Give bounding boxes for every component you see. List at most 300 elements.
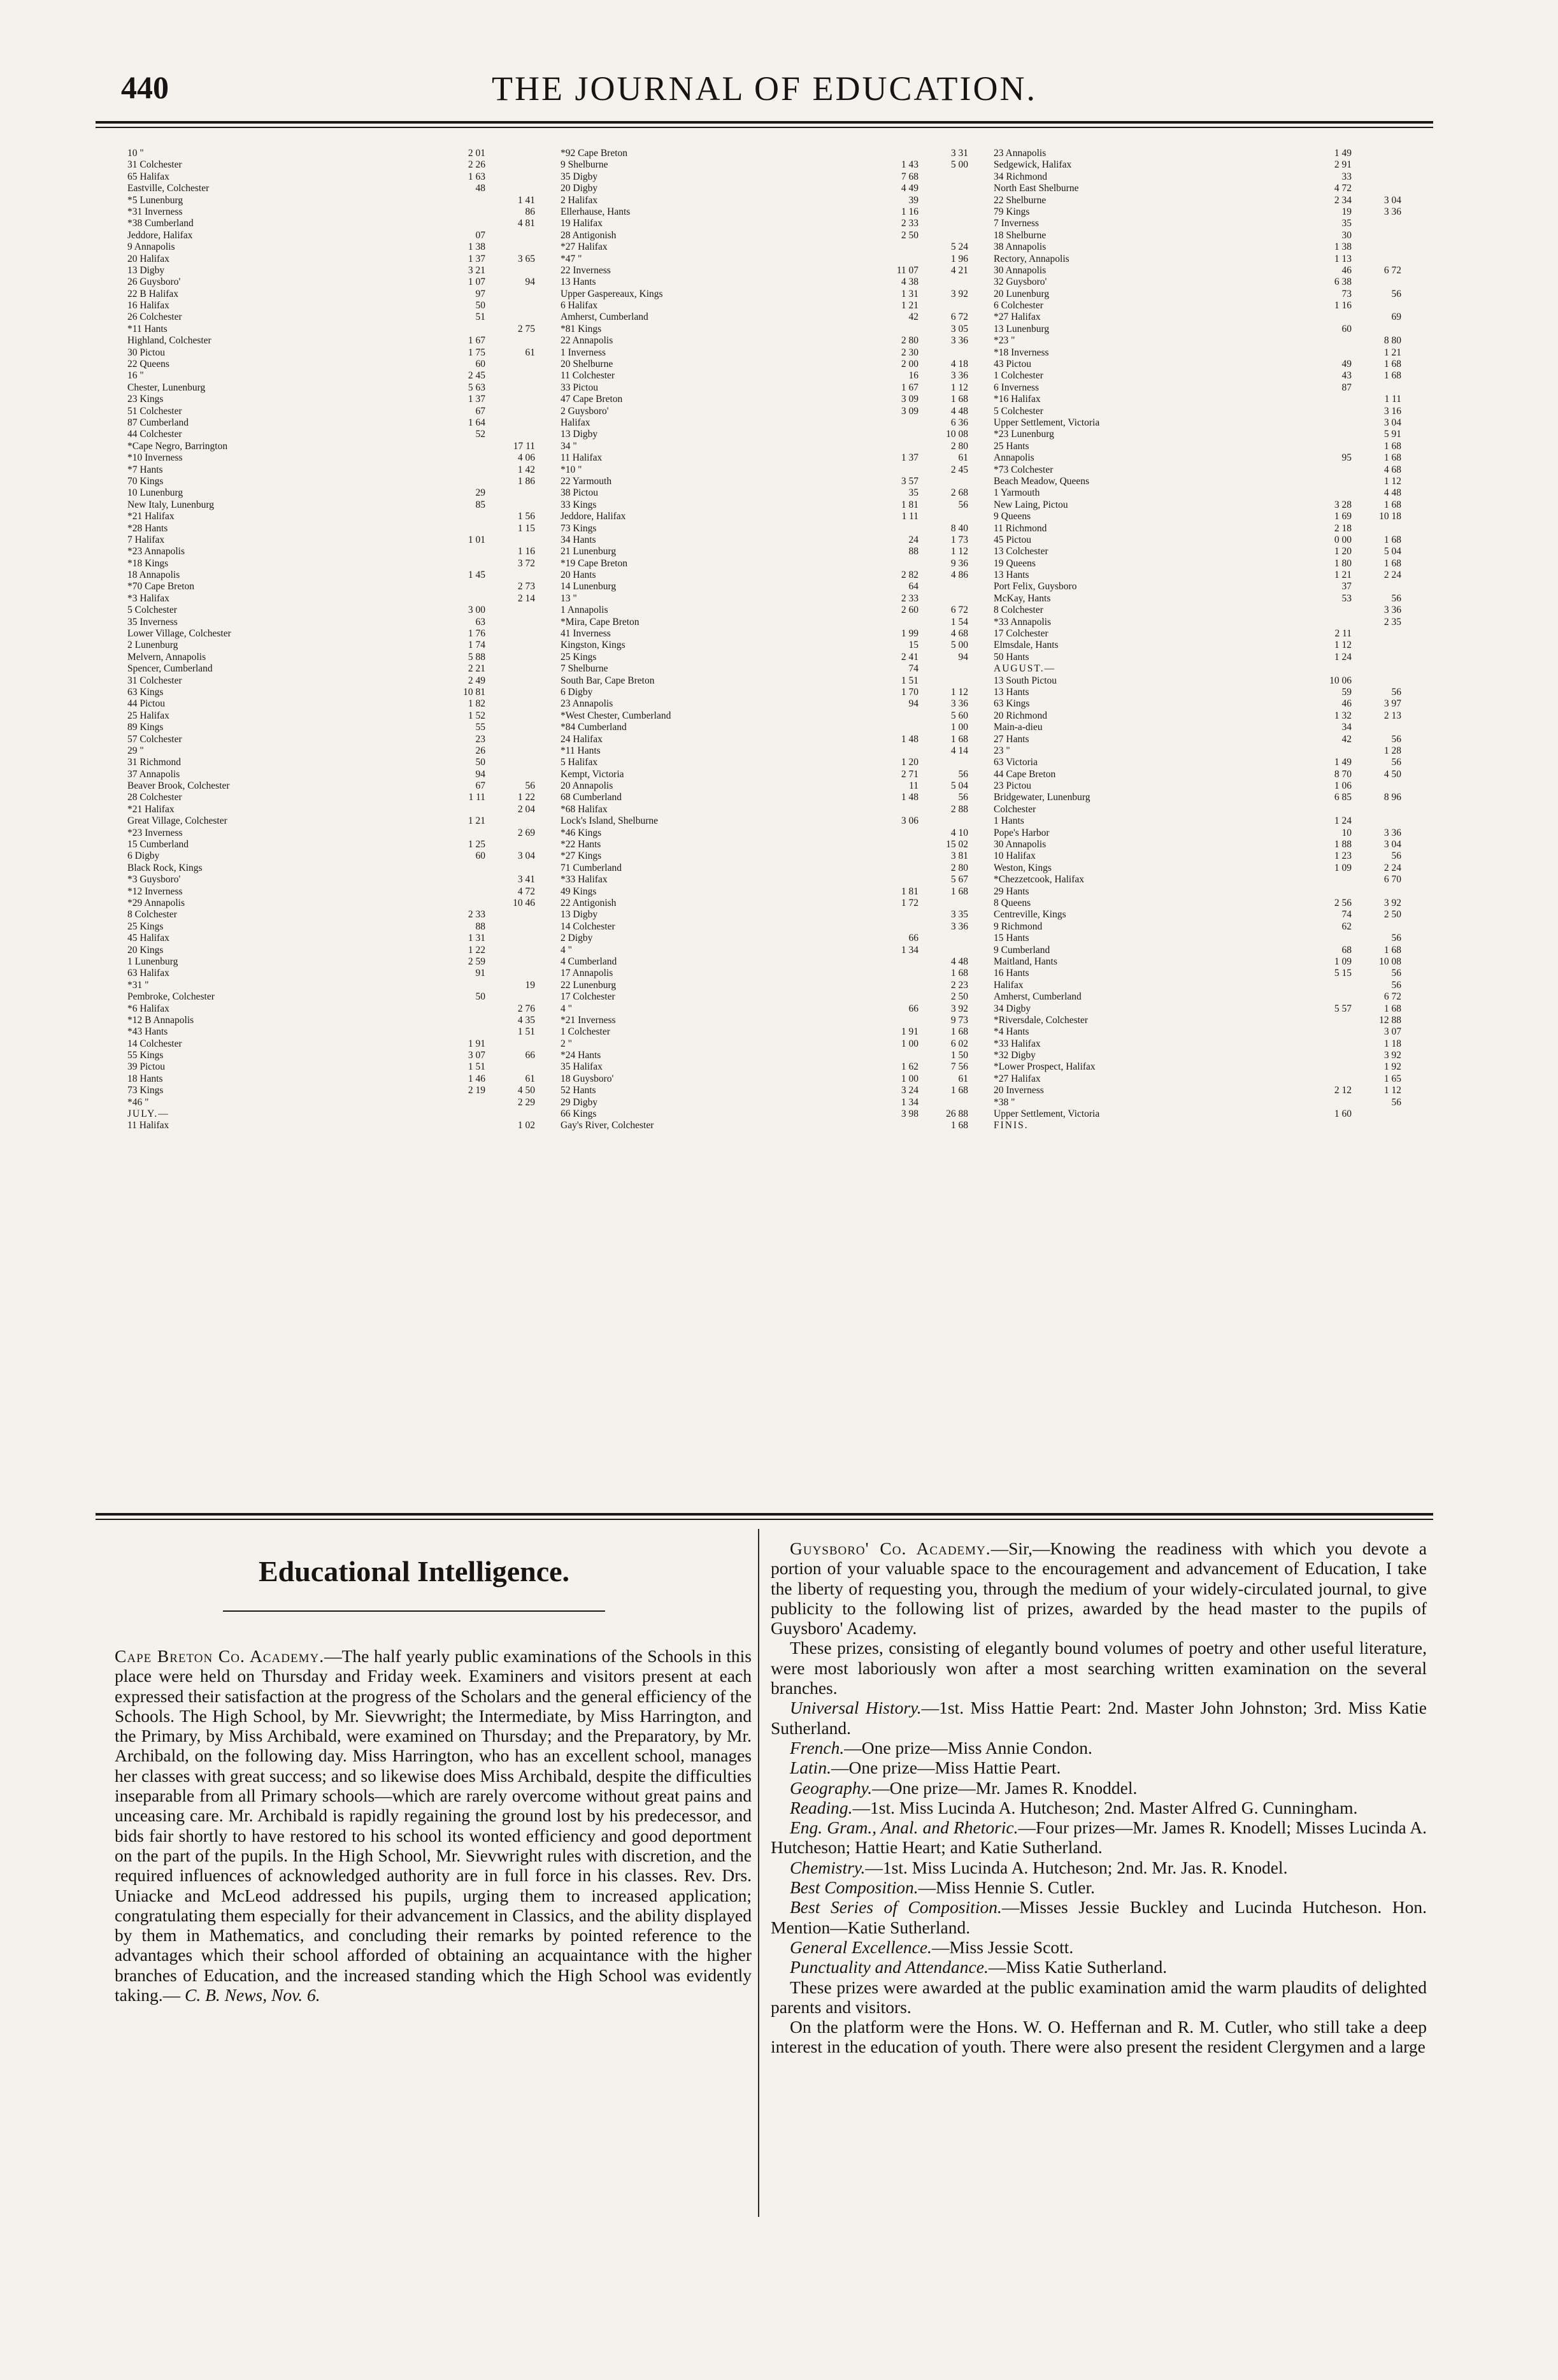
school-section: *11 Hants <box>127 323 168 334</box>
table-row <box>127 324 535 335</box>
school-section: 20 Inverness <box>994 1085 1044 1096</box>
amount-col-1: 52 <box>475 429 485 440</box>
school-section: 11 Halifax <box>127 1120 169 1131</box>
school-section: 79 Kings <box>994 206 1030 217</box>
table-row <box>561 289 968 300</box>
table-row <box>561 499 968 511</box>
school-section: *46 " <box>127 1096 149 1108</box>
amount-col-1: 5 57 <box>1334 1003 1352 1014</box>
table-row <box>994 581 1401 592</box>
school-section: Elmsdale, Hants <box>994 640 1059 651</box>
school-section: Port Felix, Guysboro <box>994 581 1077 592</box>
school-section: Upper Settlement, Victoria <box>994 1108 1100 1120</box>
school-section: *29 Annapolis <box>127 898 185 908</box>
table-row <box>994 265 1401 276</box>
school-section: *16 Halifax <box>994 394 1041 405</box>
amount-col-1: 2 45 <box>468 370 485 382</box>
amount-col-2: 3 07 <box>1383 1026 1401 1038</box>
amount-col-1: 1 82 <box>468 698 485 710</box>
amount-col-1: 15 <box>908 640 918 651</box>
school-section: *33 Halifax <box>561 874 608 885</box>
school-section: *92 Cape Breton <box>561 148 628 159</box>
school-section: 20 Kings <box>127 944 164 956</box>
school-section: Chester, Lunenburg <box>127 382 206 393</box>
amount-col-2 <box>1352 183 1401 194</box>
amount-col-2 <box>485 230 535 241</box>
amount-col-1: 2 21 <box>468 663 485 675</box>
table-row <box>561 241 968 253</box>
school-section: 87 Cumberland <box>127 417 189 428</box>
amount-col-1 <box>436 581 485 592</box>
table-row <box>127 254 535 265</box>
amount-col-1 <box>869 429 918 440</box>
table-row <box>127 195 535 206</box>
amount-col-2 <box>918 195 968 206</box>
table-row <box>994 874 1401 885</box>
school-section: 47 Cape Breton <box>561 394 623 405</box>
school-section: 20 Annapolis <box>561 780 613 792</box>
school-section: 10 Lunenburg <box>127 487 183 499</box>
school-section: 35 Digby <box>561 171 598 182</box>
amount-col-2 <box>485 909 535 921</box>
school-section: 6 Digby <box>561 686 593 698</box>
table-row <box>127 1050 535 1061</box>
amount-col-2 <box>485 675 535 687</box>
school-section: 31 Colchester <box>127 159 182 171</box>
prize-subject: Geography. <box>790 1777 873 1798</box>
prize-subject: French. <box>790 1737 845 1758</box>
school-section: North East Shelburne <box>994 183 1079 194</box>
school-section: 23 Annapolis <box>561 698 613 710</box>
amount-col-1 <box>436 828 485 839</box>
amount-col-1 <box>1302 1038 1352 1050</box>
amount-col-2 <box>1352 921 1401 933</box>
table-row <box>127 745 535 757</box>
table-row <box>127 757 535 768</box>
amount-col-1: 66 <box>908 933 918 944</box>
amount-col-2: 3 36 <box>1383 605 1401 616</box>
amount-col-2: 1 54 <box>950 616 968 627</box>
school-section: *23 Lunenburg <box>994 429 1054 440</box>
table-row <box>561 312 968 323</box>
amount-col-2: 1 15 <box>517 522 535 534</box>
amount-col-2 <box>485 663 535 675</box>
prize-entry <box>771 1758 1427 1777</box>
amount-col-1: 10 06 <box>1329 675 1352 686</box>
amount-col-2: 7 56 <box>950 1061 968 1073</box>
amount-col-1: 67 <box>475 405 485 417</box>
school-section: *Cape Negro, Barrington <box>127 440 228 452</box>
amount-col-2: 1 68 <box>1383 1003 1401 1014</box>
school-section: South Bar, Cape Breton <box>561 675 655 686</box>
amount-col-1: 7 68 <box>901 171 918 182</box>
school-section: *10 " <box>561 464 582 475</box>
table-row <box>127 710 535 722</box>
amount-col-2: 1 92 <box>1383 1061 1401 1073</box>
school-section: 22 Shelburne <box>994 194 1047 206</box>
table-row <box>994 991 1401 1003</box>
amount-col-2: 3 04 <box>517 850 535 862</box>
amount-col-2: 6 70 <box>1383 874 1401 885</box>
table-row <box>127 792 535 803</box>
school-section: 63 Victoria <box>994 757 1038 768</box>
amount-col-2: 1 12 <box>1383 475 1401 487</box>
table-row <box>994 640 1401 651</box>
table-row <box>561 663 968 675</box>
amount-col-1: 1 20 <box>1334 546 1352 557</box>
school-section: 27 Hants <box>994 733 1029 745</box>
amount-col-1 <box>436 898 485 909</box>
table-row <box>127 945 535 956</box>
school-section: 14 Colchester <box>561 921 615 932</box>
amount-col-2: 6 36 <box>950 417 968 428</box>
prize-subject: Eng. Gram., Anal. and Rhetoric. <box>790 1817 1018 1838</box>
table-row <box>994 347 1401 359</box>
table-row <box>127 652 535 663</box>
table-row <box>127 1061 535 1073</box>
amount-col-2 <box>485 1108 535 1120</box>
amount-col-2: 4 68 <box>950 628 968 640</box>
school-section: 23 Annapolis <box>994 148 1047 159</box>
amount-col-2: 3 36 <box>1383 827 1401 838</box>
table-row <box>561 1061 968 1073</box>
table-row <box>561 1038 968 1050</box>
table-row <box>561 722 968 733</box>
table-row <box>127 159 535 171</box>
amount-col-1: 3 07 <box>468 1050 485 1061</box>
school-section: *24 Hants <box>561 1050 601 1061</box>
amount-col-2: 3 92 <box>950 288 968 299</box>
amount-col-2: 1 28 <box>1383 745 1401 756</box>
amount-col-1: 1 37 <box>468 394 485 405</box>
amount-col-1: 2 60 <box>901 605 918 616</box>
amount-col-1: 42 <box>908 312 918 323</box>
table-row <box>561 183 968 194</box>
table-row <box>127 206 535 218</box>
amount-col-2 <box>918 300 968 312</box>
amount-col-2: 1 68 <box>1383 359 1401 370</box>
amount-col-1: 1 11 <box>468 792 485 803</box>
prize-winners: —One prize—Mr. James R. Knoddel. <box>872 1777 1138 1798</box>
table-row <box>994 195 1401 206</box>
amount-col-2: 2 80 <box>950 862 968 873</box>
school-section: 13 Digby <box>561 429 598 440</box>
school-section: 14 Lunenburg <box>561 581 617 592</box>
amount-col-2: 19 <box>525 979 535 991</box>
amount-col-1: 1 06 <box>1334 780 1352 792</box>
article-head: Cape Breton Co. Academy. <box>115 1646 325 1666</box>
amount-col-2: 56 <box>1391 1096 1401 1108</box>
amount-col-1: 68 <box>1341 944 1352 956</box>
table-row <box>127 769 535 780</box>
school-section: 17 Colchester <box>994 628 1048 640</box>
table-row <box>561 1097 968 1108</box>
school-section: 18 Shelburne <box>994 229 1047 241</box>
amount-col-1: 1 38 <box>1334 241 1352 253</box>
amount-col-1: 1 45 <box>468 570 485 581</box>
amount-col-2 <box>485 933 535 944</box>
amount-col-2: 1 11 <box>1384 394 1401 405</box>
school-section: 5 Colchester <box>994 405 1043 417</box>
amount-col-2 <box>485 757 535 768</box>
amount-col-2 <box>485 300 535 312</box>
table-row <box>994 499 1401 511</box>
amount-col-1: 1 09 <box>1334 862 1352 873</box>
article-paragraph: These prizes were awarded at the public examination amid the warm plaudits of delighted parents and visitors. <box>771 1977 1427 2017</box>
amount-col-1 <box>869 464 918 476</box>
amount-col-1: 2 19 <box>468 1085 485 1096</box>
table-row <box>127 863 535 874</box>
amount-col-1: 60 <box>475 359 485 370</box>
school-section: 1 Annapolis <box>561 605 608 616</box>
table-row <box>561 394 968 405</box>
table-row <box>127 722 535 733</box>
amount-col-1: 1 62 <box>901 1061 918 1073</box>
amount-col-2: 10 08 <box>946 429 968 440</box>
school-section: 11 Halifax <box>561 452 603 464</box>
table-row <box>561 558 968 570</box>
amount-col-2: 1 68 <box>1383 557 1401 569</box>
amount-col-2: 3 92 <box>1383 898 1401 908</box>
amount-col-1 <box>869 523 918 534</box>
amount-col-2 <box>918 171 968 183</box>
table-row <box>127 991 535 1003</box>
amount-col-1: 43 <box>1341 370 1352 382</box>
table-row <box>127 452 535 464</box>
amount-col-2: 1 68 <box>1383 944 1401 956</box>
prize-subject: Universal History. <box>790 1698 922 1718</box>
table-row <box>127 898 535 909</box>
school-section: Black Rock, Kings <box>127 862 203 873</box>
amount-col-2: 1 12 <box>950 546 968 557</box>
amount-col-1: 1 25 <box>468 839 485 850</box>
amount-col-2: 56 <box>1391 968 1401 979</box>
table-row <box>994 652 1401 663</box>
amount-col-2 <box>918 511 968 522</box>
amount-col-2: 3 36 <box>950 370 968 382</box>
amount-col-1 <box>436 452 485 464</box>
table-row <box>127 546 535 557</box>
school-section: Main-a-dieu <box>994 722 1043 733</box>
amount-col-2: 4 68 <box>1383 464 1401 475</box>
amount-col-2: 10 46 <box>513 898 535 908</box>
amount-col-1: 1 69 <box>1334 511 1352 522</box>
article-intro: —Sir,—Knowing the readiness with which you devote a portion of your valuable space to the encouragement and advancement of Education, I take the liberty of requesting you, through the medium of your widely-circulated journal, to give publicity to the following list of prizes, awarded by the head master to the pupils of Guysboro' Academy. <box>771 1538 1427 1638</box>
prize-subject: Reading. <box>790 1797 853 1817</box>
amount-col-1: 5 63 <box>468 382 485 393</box>
amount-col-1: 1 20 <box>901 757 918 768</box>
school-section: Annapolis <box>994 452 1034 464</box>
school-section: 66 Kings <box>561 1108 597 1120</box>
school-section: 13 Hants <box>994 686 1029 698</box>
amount-col-1: 1 91 <box>468 1038 485 1049</box>
table-row <box>561 1073 968 1085</box>
amount-col-2 <box>1352 722 1401 733</box>
table-row <box>994 534 1401 546</box>
amount-col-1 <box>869 980 918 991</box>
school-section: 10 " <box>127 148 144 159</box>
amount-col-1: 10 <box>1341 827 1352 838</box>
amount-col-2 <box>1352 218 1401 229</box>
table-row <box>994 980 1401 991</box>
school-section: 1 Inverness <box>561 347 606 358</box>
table-row <box>994 722 1401 733</box>
amount-col-1: 63 <box>475 616 485 627</box>
amount-col-1: 34 <box>1341 722 1352 733</box>
amount-col-2 <box>485 605 535 616</box>
amount-col-2 <box>485 499 535 511</box>
amount-col-1: 07 <box>475 229 485 241</box>
amount-col-2: 1 96 <box>950 253 968 264</box>
table-row <box>561 171 968 183</box>
school-section: *81 Kings <box>561 323 602 334</box>
school-section: 6 Digby <box>127 850 160 862</box>
school-section: 23 Pictou <box>994 780 1031 792</box>
table-row <box>127 909 535 921</box>
amount-col-2: 8 40 <box>950 522 968 534</box>
school-section: *5 Lunenburg <box>127 194 183 206</box>
school-section: New Italy, Lunenburg <box>127 499 215 510</box>
table-row <box>994 839 1401 850</box>
amount-col-2 <box>1352 804 1401 815</box>
amount-col-2 <box>1352 523 1401 534</box>
table-row <box>561 452 968 464</box>
amount-col-2: 2 75 <box>517 323 535 334</box>
table-row <box>994 159 1401 171</box>
school-section: JULY.— <box>127 1108 169 1120</box>
amount-col-2 <box>485 734 535 745</box>
table-row <box>561 370 968 382</box>
amount-col-1 <box>1302 1026 1352 1038</box>
amount-col-1 <box>436 558 485 570</box>
amount-col-1: 49 <box>1341 359 1352 370</box>
school-section: *33 Halifax <box>994 1038 1041 1049</box>
amount-col-2: 3 41 <box>517 874 535 885</box>
amount-col-2 <box>1352 382 1401 394</box>
amount-col-1 <box>436 195 485 206</box>
table-row <box>994 605 1401 616</box>
amount-col-1: 3 98 <box>901 1108 918 1120</box>
amount-col-1: 1 34 <box>901 944 918 956</box>
table-row <box>127 1026 535 1038</box>
school-section: *38 " <box>994 1096 1015 1108</box>
amount-col-1: 35 <box>1341 218 1352 229</box>
amount-col-1 <box>1302 441 1352 452</box>
amount-col-1: 46 <box>1341 698 1352 710</box>
school-section: Eastville, Colchester <box>127 183 210 194</box>
school-section: 2 Guysboro' <box>561 405 609 417</box>
table-row <box>994 429 1401 440</box>
amount-col-2 <box>918 230 968 241</box>
amount-col-2 <box>918 933 968 944</box>
table-row <box>561 534 968 546</box>
school-section: *Mira, Cape Breton <box>561 616 640 627</box>
amount-col-1 <box>436 441 485 452</box>
school-section: Lock's Island, Shelburne <box>561 815 659 827</box>
amount-col-2: 1 02 <box>517 1120 535 1131</box>
amount-col-2 <box>485 652 535 663</box>
amount-col-1 <box>436 593 485 605</box>
table-row <box>127 183 535 194</box>
amount-col-1: 3 24 <box>901 1085 918 1096</box>
amount-col-1 <box>1302 406 1352 417</box>
table-row <box>994 148 1401 159</box>
amount-col-2: 2 14 <box>517 592 535 604</box>
amount-col-1 <box>436 1108 485 1120</box>
amount-col-2: 5 04 <box>950 780 968 792</box>
amount-col-2: 8 80 <box>1383 335 1401 347</box>
amount-col-2: 94 <box>958 651 968 663</box>
amount-col-1 <box>1302 804 1352 815</box>
school-section: 8 Colchester <box>127 909 177 921</box>
school-section: 30 Annapolis <box>994 264 1047 276</box>
table-row <box>561 804 968 815</box>
table-row <box>127 968 535 979</box>
amount-col-2: 2 50 <box>1383 909 1401 921</box>
table-row <box>127 370 535 382</box>
amount-col-1: 2 59 <box>468 956 485 967</box>
school-section: 22 Inverness <box>561 264 611 276</box>
amount-col-1 <box>1302 1015 1352 1026</box>
amount-col-2 <box>485 406 535 417</box>
amount-col-2 <box>1352 276 1401 288</box>
prize-entry <box>771 1937 1427 1957</box>
amount-col-1: 1 07 <box>468 276 485 288</box>
school-section: 16 " <box>127 370 144 382</box>
amount-col-1 <box>436 511 485 522</box>
school-section: *27 Kings <box>561 850 602 862</box>
amount-col-1: 74 <box>908 663 918 675</box>
amount-col-2: 9 73 <box>950 1014 968 1026</box>
table-row <box>561 195 968 206</box>
table-row <box>127 487 535 499</box>
table-row <box>127 499 535 511</box>
table-row <box>561 546 968 557</box>
prize-entry <box>771 1858 1427 1877</box>
amount-col-2 <box>1352 780 1401 792</box>
table-row <box>994 886 1401 898</box>
amount-col-1: 2 49 <box>468 675 485 686</box>
table-row <box>994 206 1401 218</box>
table-row <box>994 898 1401 909</box>
amount-col-2: 1 00 <box>950 722 968 733</box>
running-title: THE JOURNAL OF EDUCATION. <box>492 69 1037 108</box>
table-row <box>561 417 968 429</box>
table-row <box>561 815 968 827</box>
amount-col-1 <box>436 1015 485 1026</box>
amount-col-2: 1 50 <box>950 1050 968 1061</box>
amount-col-2 <box>485 1061 535 1073</box>
amount-col-1: 2 18 <box>1334 522 1352 534</box>
amount-col-2: 5 00 <box>950 640 968 651</box>
amount-col-2: 1 22 <box>517 792 535 803</box>
school-section: 43 Pictou <box>994 359 1031 370</box>
school-section: 9 Cumberland <box>994 944 1050 956</box>
school-section: *33 Annapolis <box>994 616 1051 627</box>
school-section: 22 B Halifax <box>127 288 179 299</box>
school-section: *21 Inverness <box>561 1014 616 1026</box>
amount-col-1: 1 11 <box>901 511 918 522</box>
header-rule-thick <box>96 121 1433 124</box>
amount-col-1 <box>869 254 918 265</box>
school-section: 2 Digby <box>561 933 593 944</box>
table-row <box>561 276 968 288</box>
table-row <box>994 406 1401 417</box>
school-section: 10 Halifax <box>994 850 1036 862</box>
amount-col-1: 3 09 <box>901 405 918 417</box>
amount-col-2 <box>918 276 968 288</box>
prize-subject: Latin. <box>790 1758 831 1778</box>
